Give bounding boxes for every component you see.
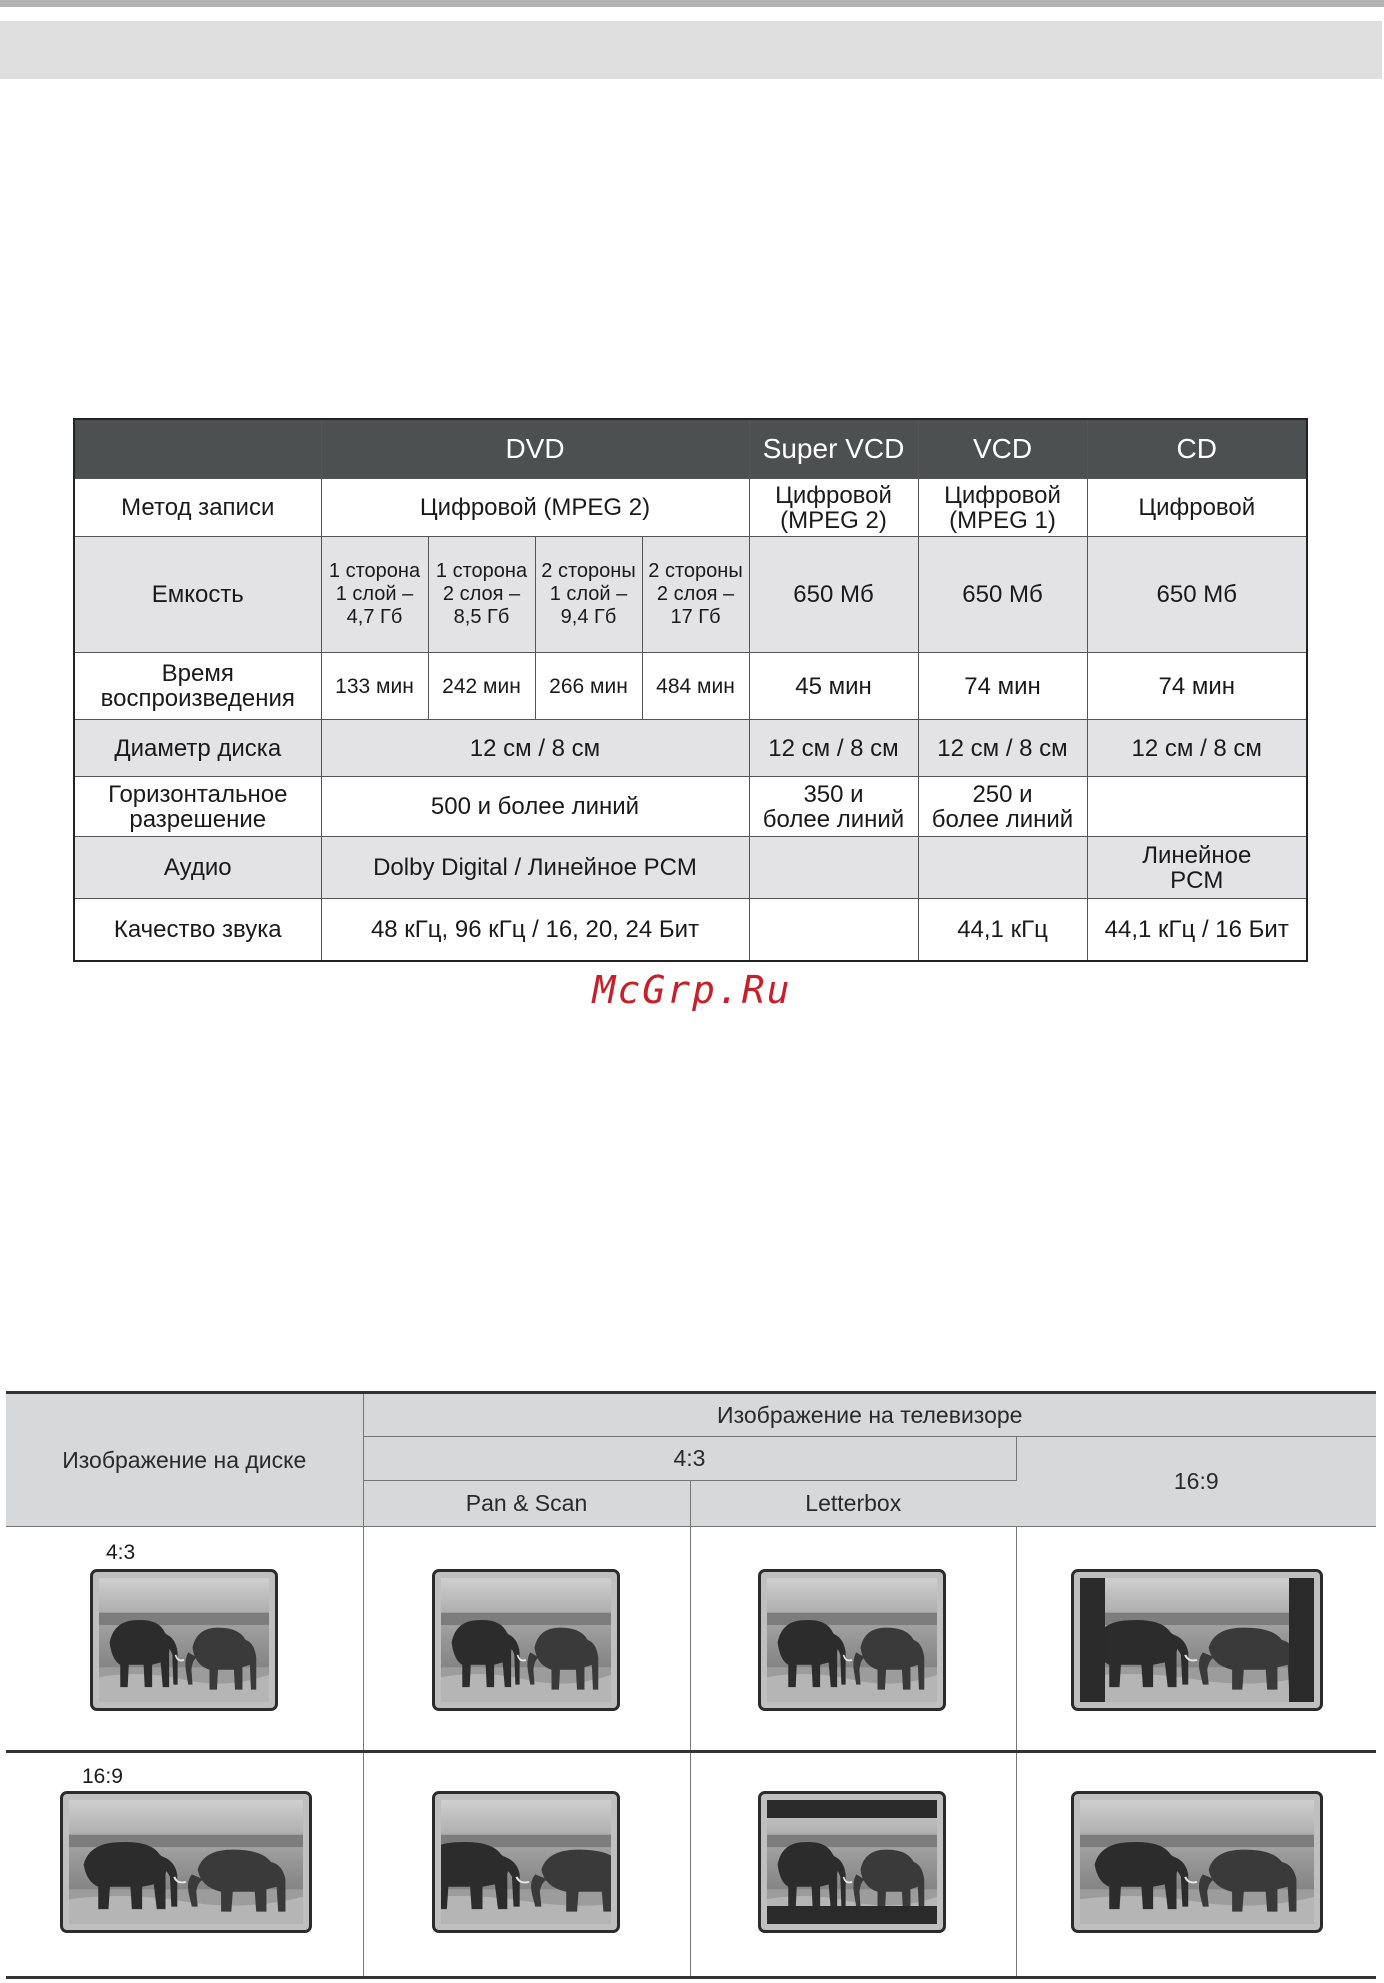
tv-image-header: Изображение на телевизоре — [363, 1393, 1376, 1437]
row-label-sound-quality: Качество звука — [74, 899, 321, 961]
row-label-audio: Аудио — [74, 837, 321, 899]
elephant-image — [441, 1578, 611, 1702]
header-vcd: VCD — [918, 419, 1087, 479]
tv-4-3-pan-scan-cell — [363, 1752, 690, 1978]
capacity-cd: 650 Мб — [1087, 537, 1307, 653]
tv-frame — [432, 1569, 620, 1711]
tv-4-3-letterbox-cell — [690, 1527, 1016, 1752]
tv-frame — [758, 1569, 946, 1711]
resolution-cd — [1087, 777, 1307, 837]
row-label-play-time: Время воспроизведения — [74, 653, 321, 720]
diameter-super-vcd: 12 см / 8 см — [749, 720, 918, 777]
tv-4-3-letterbox-cell — [690, 1752, 1016, 1978]
capacity-vcd: 650 Мб — [918, 537, 1087, 653]
elephant-image-cropped — [441, 1800, 611, 1924]
disc-16-9-cell — [6, 1752, 363, 1978]
aspect-ratio-table — [6, 1391, 1376, 1979]
capacity-super-vcd: 650 Мб — [749, 537, 918, 653]
record-method-super-vcd: Цифровой (MPEG 2) — [749, 479, 918, 537]
play-time-dvd-3: 266 мин — [535, 653, 642, 720]
header-super-vcd: Super VCD — [749, 419, 918, 479]
tv-frame-wide — [1071, 1569, 1323, 1711]
tv-frame — [90, 1569, 278, 1711]
header-cd: CD — [1087, 419, 1307, 479]
play-time-cd: 74 мин — [1087, 653, 1307, 720]
capacity-dvd-1: 1 сторона 1 слой – 4,7 Гб — [321, 537, 428, 653]
elephant-image — [99, 1578, 269, 1702]
letterbox-header: Letterbox — [690, 1481, 1016, 1527]
tv-ratio-4-3-header: 4:3 — [363, 1437, 1016, 1481]
tv-frame — [758, 1791, 946, 1933]
tv-frame-wide — [60, 1791, 312, 1933]
play-time-vcd: 74 мин — [918, 653, 1087, 720]
tv-16-9-cell — [1016, 1752, 1376, 1978]
row-label-record-method: Метод записи — [74, 479, 321, 537]
record-method-vcd: Цифровой (MPEG 1) — [918, 479, 1087, 537]
disc-format-table — [73, 418, 1308, 962]
header-bar — [0, 21, 1382, 79]
capacity-dvd-3: 2 стороны 1 слой – 9,4 Гб — [535, 537, 642, 653]
resolution-vcd: 250 и более линий — [918, 777, 1087, 837]
audio-super-vcd — [749, 837, 918, 899]
elephant-image — [1080, 1800, 1314, 1924]
resolution-super-vcd: 350 и более линий — [749, 777, 918, 837]
disc-ratio-label: 16:9 — [82, 1765, 123, 1788]
play-time-dvd-2: 242 мин — [428, 653, 535, 720]
capacity-dvd-4: 2 стороны 2 слоя – 17 Гб — [642, 537, 749, 653]
elephant-image — [1080, 1578, 1314, 1702]
top-rule — [0, 0, 1384, 7]
diameter-dvd: 12 см / 8 см — [321, 720, 749, 777]
record-method-dvd: Цифровой (MPEG 2) — [321, 479, 749, 537]
diameter-cd: 12 см / 8 см — [1087, 720, 1307, 777]
watermark: McGrp.Ru — [592, 968, 792, 1012]
header-corner — [74, 419, 321, 479]
letterbox-bar-bottom — [767, 1906, 937, 1924]
row-label-diameter: Диаметр диска — [74, 720, 321, 777]
resolution-dvd: 500 и более линий — [321, 777, 749, 837]
play-time-super-vcd: 45 мин — [749, 653, 918, 720]
audio-vcd — [918, 837, 1087, 899]
diameter-vcd: 12 см / 8 см — [918, 720, 1087, 777]
elephant-image — [69, 1800, 303, 1924]
sound-quality-cd: 44,1 кГц / 16 Бит — [1087, 899, 1307, 961]
capacity-dvd-2: 1 сторона 2 слоя – 8,5 Гб — [428, 537, 535, 653]
elephant-image — [767, 1578, 937, 1702]
sound-quality-super-vcd — [749, 899, 918, 961]
tv-4-3-pan-scan-cell — [363, 1527, 690, 1752]
pillarbox-bar-left — [1080, 1578, 1105, 1702]
letterbox-bar-top — [767, 1800, 937, 1818]
disc-ratio-label: 4:3 — [106, 1541, 136, 1564]
tv-ratio-16-9-header: 16:9 — [1016, 1437, 1376, 1527]
header-dvd: DVD — [321, 419, 749, 479]
sound-quality-vcd: 44,1 кГц — [918, 899, 1087, 961]
disc-image-header: Изображение на диске — [6, 1393, 363, 1527]
sound-quality-dvd: 48 кГц, 96 кГц / 16, 20, 24 Бит — [321, 899, 749, 961]
pan-scan-header: Pan & Scan — [363, 1481, 690, 1527]
row-label-resolution: Горизонтальное разрешение — [74, 777, 321, 837]
record-method-cd: Цифровой — [1087, 479, 1307, 537]
tv-16-9-cell — [1016, 1527, 1376, 1752]
row-label-capacity: Емкость — [74, 537, 321, 653]
disc-4-3-cell — [6, 1527, 363, 1752]
tv-frame — [432, 1791, 620, 1933]
audio-cd: Линейное PCM — [1087, 837, 1307, 899]
play-time-dvd-4: 484 мин — [642, 653, 749, 720]
audio-dvd: Dolby Digital / Линейное PCM — [321, 837, 749, 899]
tv-frame-wide — [1071, 1791, 1323, 1933]
pillarbox-bar-right — [1289, 1578, 1314, 1702]
play-time-dvd-1: 133 мин — [321, 653, 428, 720]
